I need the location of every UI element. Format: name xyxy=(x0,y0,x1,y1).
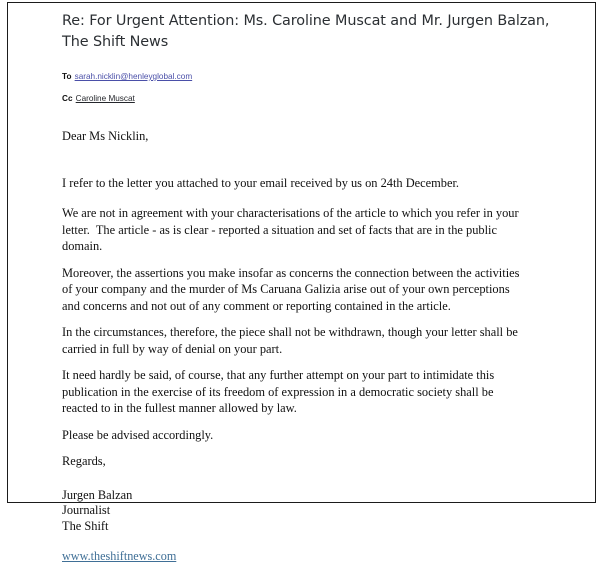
to-recipient-email-link[interactable]: sarah.nicklin@henleyglobal.com xyxy=(74,72,193,81)
body-paragraph-5: It need hardly be said, of course, that any further attempt on your part to intimidate this publication in the exercise of its freedom of expression in a democratic society shall be reacted to in the fullest manner allowed by law. xyxy=(62,368,498,415)
cc-field-row xyxy=(62,93,583,104)
body-paragraph-3: Moreover, the assertions you make insofar as concerns the connection between the activities of your company and the murder of Ms Caruana Galizia arise out of your own perceptions and concerns and not out of any comment or reporting contained in the article. xyxy=(62,265,523,313)
signature-role: Journalist xyxy=(62,503,111,517)
email-content-area xyxy=(8,3,595,563)
to-field-label: To xyxy=(62,72,72,81)
signature-name: Jurgen Balzan xyxy=(62,487,133,502)
cc-field-label: Cc xyxy=(62,94,73,103)
email-subject: Re: For Urgent Attention: Ms. Caroline Muscat and Mr. Jurgen Balzan, The Shift News xyxy=(62,13,550,50)
signature-organisation: The Shift xyxy=(62,518,109,533)
cc-recipient-contact-link[interactable]: Caroline Muscat xyxy=(75,94,135,103)
body-greeting: Dear Ms Nicklin, xyxy=(62,129,149,143)
signature-block xyxy=(62,488,525,535)
body-paragraph-4: In the circumstances, therefore, the piece shall not be withdrawn, though your letter shall be carried in full by way of denial on your part. xyxy=(62,325,521,356)
website-link[interactable]: www.theshiftnews.com xyxy=(62,549,177,563)
email-body xyxy=(62,128,583,565)
body-paragraph-6: Please be advised accordingly. xyxy=(62,427,214,442)
email-message-frame xyxy=(7,2,596,563)
body-paragraph-2: We are not in agreement with your characterisations of the article to which you refer in your letter. The article - as is clear - reported a situation and set of facts that are in the public domain. xyxy=(62,206,522,253)
recipient-fields xyxy=(62,71,583,104)
to-field-row xyxy=(62,71,583,82)
body-paragraph-1: I refer to the letter you attached to your email received by us on 24th December. xyxy=(62,175,460,190)
body-signoff: Regards, xyxy=(62,454,106,468)
